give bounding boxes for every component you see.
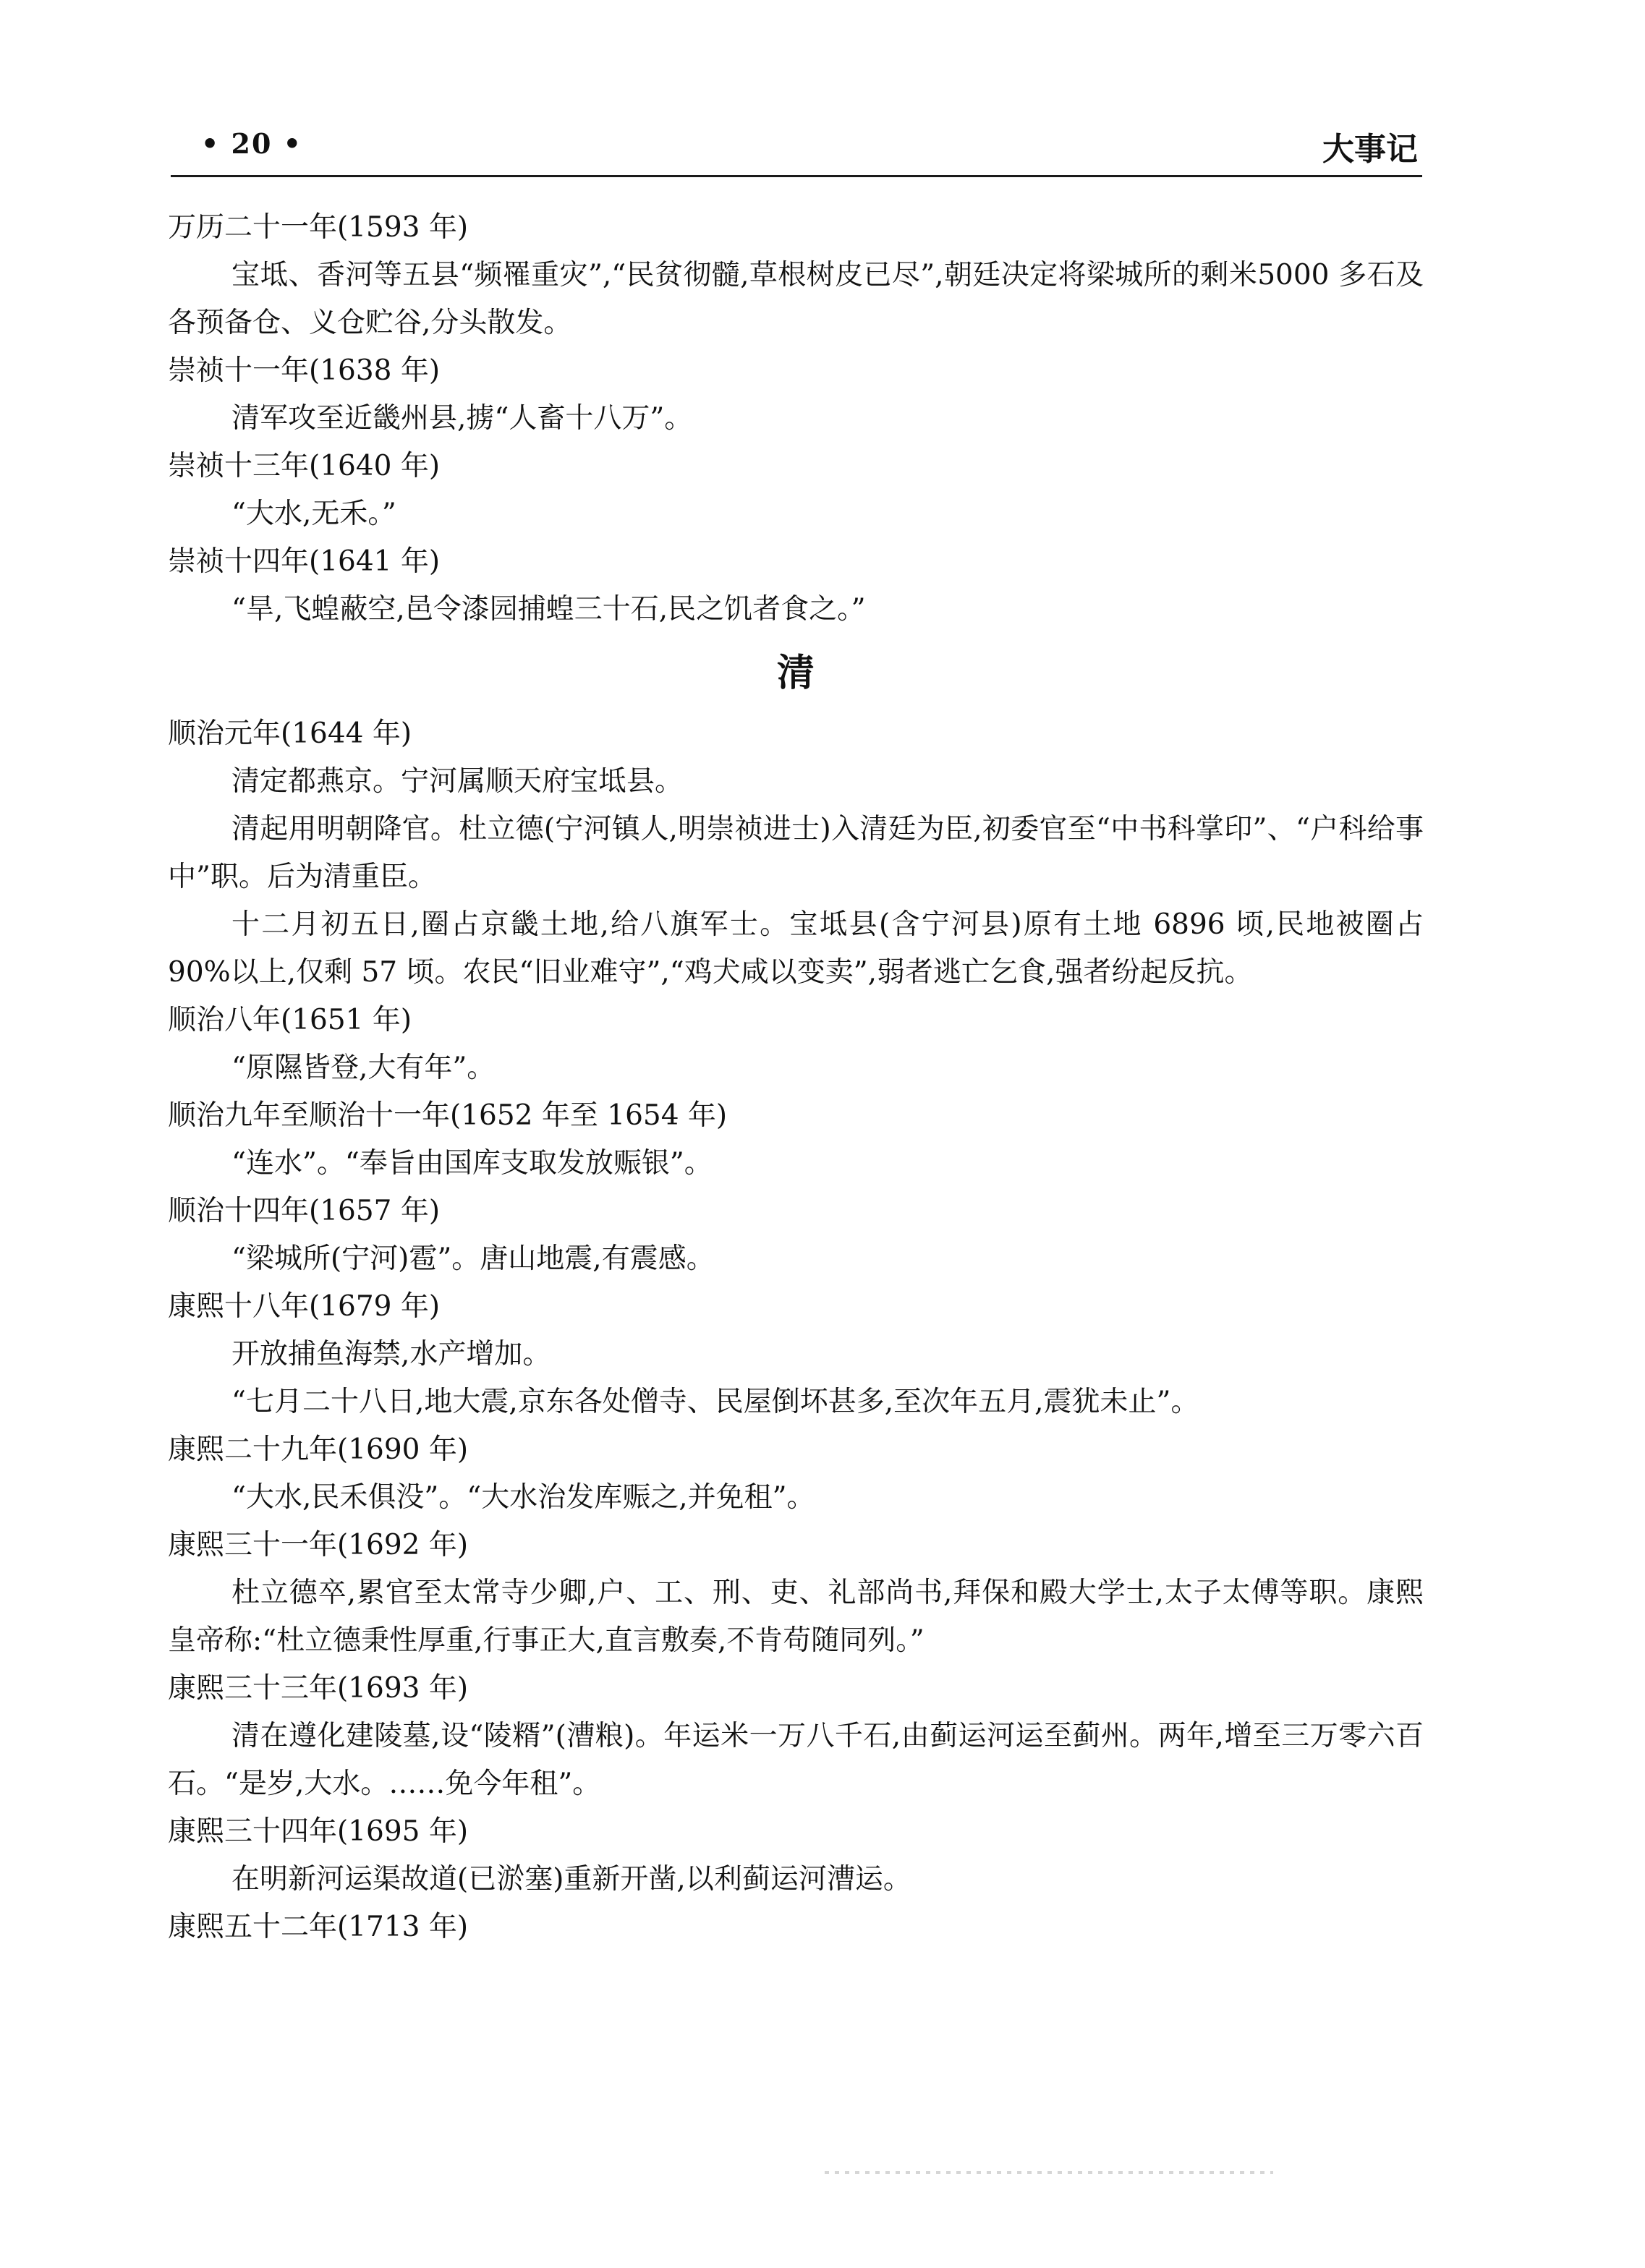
dynasty-heading: 清 bbox=[776, 652, 815, 695]
section-title: 大事记 bbox=[1322, 131, 1418, 168]
entry-paragraph: 清定都燕京。宁河属顺天府宝坻县。 bbox=[231, 765, 684, 798]
entry-year: 康熙五十二年(1713 年) bbox=[168, 1911, 469, 1943]
entry-year: 康熙三十三年(1693 年) bbox=[168, 1672, 469, 1705]
entry-year: 康熙二十九年(1690 年) bbox=[168, 1433, 469, 1466]
ming-entries bbox=[168, 204, 1424, 634]
entry-year: 顺治十四年(1657 年) bbox=[168, 1195, 441, 1227]
entry-paragraph: “旱,飞蝗蔽空,邑令漆园捕蝗三十石,民之饥者食之。” bbox=[231, 593, 866, 626]
entry-paragraph: 清军攻至近畿州县,掳“人畜十八万”。 bbox=[231, 402, 693, 435]
entry-year: 崇祯十三年(1640 年) bbox=[168, 450, 441, 482]
entry-paragraph: “大水,民禾俱没”。“大水治发库赈之,并免租”。 bbox=[231, 1481, 815, 1514]
entry-year: 康熙三十一年(1692 年) bbox=[168, 1529, 469, 1561]
entry-paragraph: 宝坻、香河等五县“频罹重灾”,“民贫彻髓,草根树皮已尽”,朝廷决定将梁城所的剩米5000 多石及各预备仓、义仓贮谷,分头散发。 bbox=[168, 259, 1424, 339]
entry-year: 顺治九年至顺治十一年(1652 年至 1654 年) bbox=[168, 1099, 728, 1132]
entry-paragraph: “大水,无禾。” bbox=[231, 498, 396, 530]
entry-paragraph: “七月二十八日,地大震,京东各处僧寺、民屋倒坏甚多,至次年五月,震犹未止”。 bbox=[231, 1386, 1199, 1418]
entry-year: 崇祯十四年(1641 年) bbox=[168, 545, 441, 578]
entry-paragraph: “连水”。“奉旨由国库支取发放赈银”。 bbox=[231, 1147, 713, 1180]
qing-entries bbox=[168, 710, 1424, 1951]
entry-paragraph: 清起用明朝降官。杜立德(宁河镇人,明崇祯进士)入清廷为臣,初委官至“中书科掌印”、“户科给事中”职。后为清重臣。 bbox=[168, 813, 1424, 893]
scan-artifact bbox=[825, 2171, 1273, 2174]
entry-year: 康熙十八年(1679 年) bbox=[168, 1290, 441, 1323]
entry-paragraph: 在明新河运渠故道(已淤塞)重新开凿,以利蓟运河漕运。 bbox=[231, 1863, 911, 1896]
entry-paragraph: “原隰皆登,大有年”。 bbox=[231, 1052, 496, 1084]
entry-paragraph: 开放捕鱼海禁,水产增加。 bbox=[231, 1338, 551, 1370]
entry-year: 万历二十一年(1593 年) bbox=[168, 211, 469, 244]
entry-year: 康熙三十四年(1695 年) bbox=[168, 1815, 469, 1848]
page-number: • 20 • bbox=[201, 127, 302, 160]
page-body bbox=[168, 204, 1424, 1951]
entry-year: 崇祯十一年(1638 年) bbox=[168, 354, 441, 387]
entry-paragraph: 十二月初五日,圈占京畿土地,给八旗军士。宝坻县(含宁河县)原有土地 6896 顷,民地被圈占 90%以上,仅剩 57 顷。农民“旧业难守”,“鸡犬咸以变卖”,弱者逃亡乞食,强者纷起反抗。 bbox=[168, 908, 1424, 989]
page-header bbox=[171, 122, 1422, 177]
entry-year: 顺治元年(1644 年) bbox=[168, 717, 412, 750]
entry-year: 顺治八年(1651 年) bbox=[168, 1004, 412, 1036]
entry-paragraph: “梁城所(宁河)雹”。唐山地震,有震感。 bbox=[231, 1242, 715, 1275]
entry-paragraph: 清在遵化建陵墓,设“陵糈”(漕粮)。年运米一万八千石,由蓟运河运至蓟州。两年,增至三万零六百石。“是岁,大水。……免今年租”。 bbox=[168, 1720, 1424, 1800]
entry-paragraph: 杜立德卒,累官至太常寺少卿,户、工、刑、吏、礼部尚书,拜保和殿大学士,太子太傅等职。康熙皇帝称:“杜立德秉性厚重,行事正大,直言敷奏,不肯苟随同列。” bbox=[168, 1577, 1424, 1657]
